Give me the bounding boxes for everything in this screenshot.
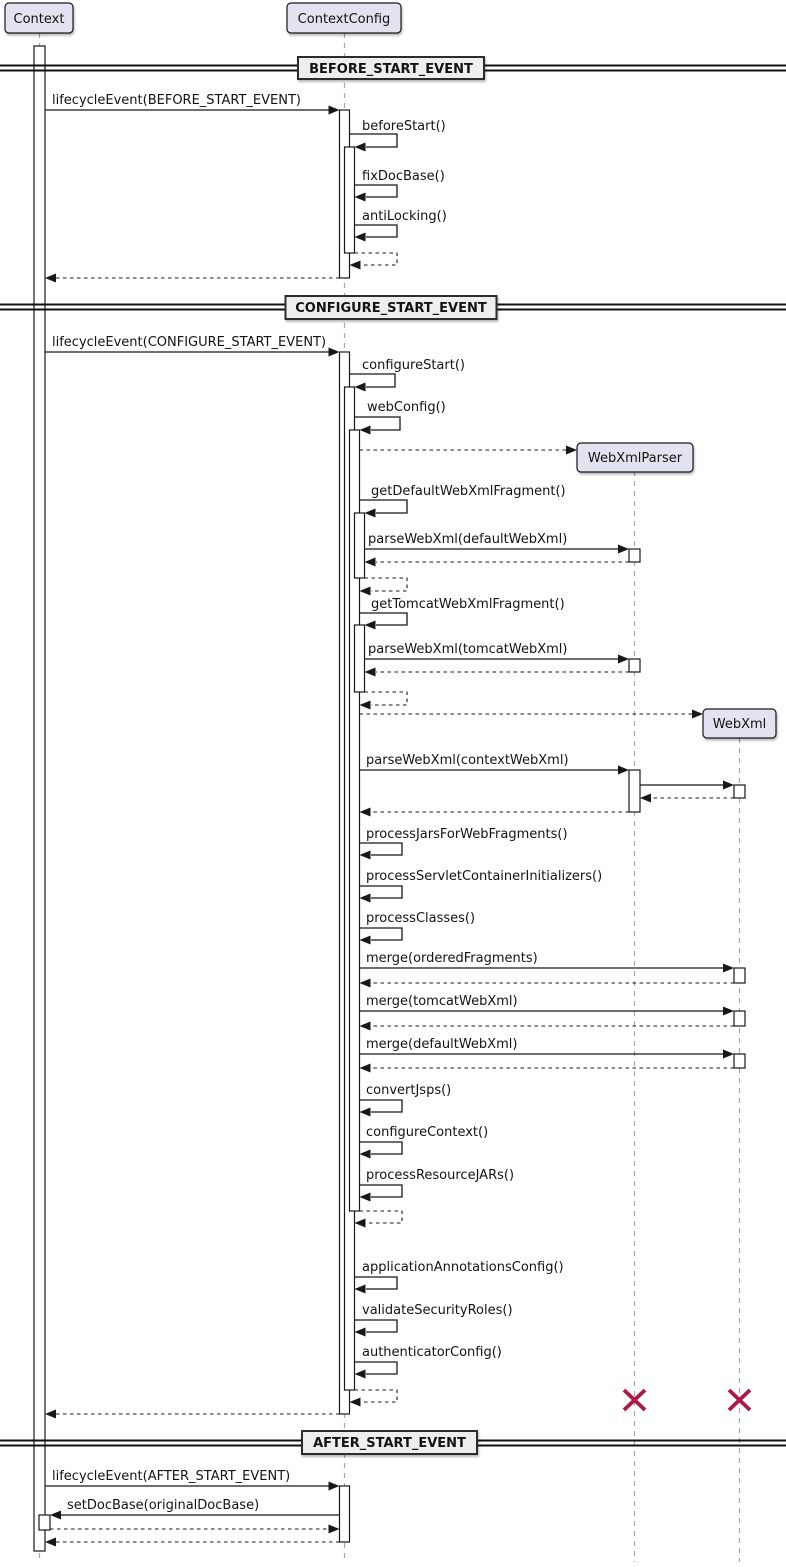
arrowhead — [360, 701, 371, 710]
divider-configure-start-event — [0, 296, 786, 319]
activation-bars — [34, 46, 745, 1551]
arrowhead — [45, 1410, 56, 1419]
return-configure — [45, 1410, 340, 1419]
arrowhead — [360, 426, 371, 435]
webxml-activation-2 — [734, 968, 745, 983]
message-getdefaultwebxmlfragment — [360, 484, 566, 518]
getdefaultfragment-activation — [355, 513, 365, 578]
arrowhead — [50, 1511, 61, 1520]
arrowhead — [355, 143, 366, 152]
arrowhead — [45, 1538, 56, 1547]
create-webxml — [360, 710, 704, 719]
arrowhead — [618, 655, 629, 664]
message-mergeorderedfragments — [360, 951, 735, 988]
message-parsedefaultwebxml — [365, 532, 630, 567]
arrowhead — [692, 710, 703, 719]
arrowhead — [355, 1219, 366, 1228]
arrowhead — [360, 1150, 371, 1159]
message-label: parseWebXml(tomcatWebXml) — [368, 642, 568, 657]
contextconfig-after-activation — [340, 1486, 350, 1542]
message-label: merge(orderedFragments) — [366, 951, 538, 966]
return-before-self — [350, 253, 398, 270]
arrowhead — [355, 383, 366, 392]
gettomcatfragment-activation — [355, 625, 365, 692]
message-parser-to-webxml — [640, 781, 734, 803]
message-label: parseWebXml(defaultWebXml) — [368, 532, 568, 547]
return-parsecontext — [360, 808, 630, 817]
beforestart-activation — [345, 147, 355, 253]
arrowhead — [360, 894, 371, 903]
arrowhead — [618, 545, 629, 554]
message-label: merge(tomcatWebXml) — [366, 994, 518, 1009]
message-label: convertJsps() — [366, 1083, 452, 1098]
return-arrowhead — [360, 1064, 371, 1073]
message-convertjsps — [360, 1083, 452, 1117]
message-lifecycle-configure — [45, 335, 340, 357]
message-processclasses — [360, 911, 476, 945]
destroy-marks — [624, 1390, 750, 1410]
message-label: lifecycleEvent(CONFIGURE_START_EVENT) — [52, 335, 327, 350]
return-gettomcat-self — [360, 692, 408, 710]
webxmlparser-activation-3 — [629, 770, 640, 812]
message-processservletcontainerinitializers — [360, 869, 603, 903]
arrowhead — [723, 781, 734, 790]
message-label: webConfig() — [367, 400, 446, 415]
message-processjarsforwebfragments — [360, 827, 568, 860]
arrowhead — [355, 1285, 366, 1294]
message-configurecontext — [360, 1125, 489, 1159]
message-antilocking — [355, 209, 447, 242]
return-line — [355, 1390, 398, 1402]
arrowhead — [355, 193, 366, 202]
message-gettomcatwebxmlfragment — [360, 597, 565, 630]
webxml-activation-4 — [734, 1054, 745, 1068]
webxml-activation-1 — [734, 785, 745, 798]
message-label: lifecycleEvent(AFTER_START_EVENT) — [52, 1469, 291, 1484]
divider-label: CONFIGURE_START_EVENT — [295, 301, 487, 316]
message-label: beforeStart() — [362, 119, 446, 134]
message-label: antiLocking() — [362, 209, 447, 224]
divider-label: BEFORE_START_EVENT — [309, 62, 473, 77]
message-fixdocbase — [355, 169, 445, 202]
message-webconfig — [355, 400, 446, 435]
message-parsetomcatwebxml — [365, 642, 630, 677]
arrow-line — [355, 417, 401, 430]
return-after — [45, 1538, 340, 1547]
divider-label: AFTER_START_EVENT — [313, 1436, 466, 1451]
return-arrowhead — [360, 1022, 371, 1031]
participant-webxml — [703, 709, 776, 738]
message-label: setDocBase(originalDocBase) — [67, 1498, 260, 1513]
message-label: getTomcatWebXmlFragment() — [371, 597, 565, 612]
arrow-line — [360, 500, 408, 513]
participant-context — [5, 3, 73, 33]
arrowhead — [723, 1050, 734, 1059]
message-label: validateSecurityRoles() — [362, 1303, 513, 1318]
arrowhead — [350, 261, 361, 270]
return-configurestart-self — [350, 1390, 398, 1407]
arrowhead — [360, 1108, 371, 1117]
arrowhead — [360, 808, 371, 817]
participant-label: ContextConfig — [297, 12, 391, 27]
arrowhead — [365, 621, 376, 630]
arrowhead — [360, 587, 371, 596]
arrowhead — [618, 766, 629, 775]
arrowhead — [355, 1328, 366, 1337]
message-label: applicationAnnotationsConfig() — [362, 1260, 564, 1275]
arrowhead — [329, 106, 340, 115]
arrow-line — [350, 134, 398, 147]
arrowhead — [365, 509, 376, 518]
message-lifecycle-after — [45, 1469, 340, 1491]
webxmlparser-activation-1 — [629, 549, 640, 562]
return-arrowhead — [365, 668, 376, 677]
message-applicationannotationsconfig — [355, 1260, 564, 1294]
divider-before-start-event — [0, 57, 786, 79]
return-line — [360, 1211, 403, 1223]
message-label: fixDocBase() — [362, 169, 445, 184]
message-label: processServletContainerInitializers() — [366, 869, 603, 884]
arrowhead — [566, 446, 577, 455]
message-label: authenticatorConfig() — [362, 1345, 502, 1360]
return-webconfig-self — [355, 1211, 403, 1228]
message-mergetomcatwebxml — [360, 994, 735, 1031]
arrowhead — [355, 233, 366, 242]
message-setdocbase — [50, 1498, 340, 1534]
participant-webxmlparser — [577, 443, 693, 472]
message-processresourcejars — [360, 1168, 515, 1202]
context-setdocbase-activation — [39, 1515, 50, 1530]
message-parsecontextwebxml — [360, 753, 630, 775]
arrowhead — [329, 348, 340, 357]
arrowhead — [360, 936, 371, 945]
message-label: merge(defaultWebXml) — [366, 1037, 518, 1052]
arrowhead — [350, 1398, 361, 1407]
arrowhead — [360, 851, 371, 860]
webxmlparser-activation-2 — [629, 659, 640, 672]
return-getdefault-self — [360, 578, 408, 596]
return-arrowhead — [360, 979, 371, 988]
message-mergedefaultwebxml — [360, 1037, 735, 1073]
message-label: processResourceJARs() — [366, 1168, 515, 1183]
message-authenticatorconfig — [355, 1345, 502, 1379]
arrowhead — [723, 1007, 734, 1016]
participant-label: WebXmlParser — [587, 451, 683, 466]
message-lifecycle-before — [45, 93, 340, 115]
return-arrowhead — [329, 1525, 340, 1534]
arrow-line — [350, 374, 396, 387]
arrowhead — [329, 1482, 340, 1491]
arrowhead — [360, 1193, 371, 1202]
message-validatesecurityroles — [355, 1303, 513, 1337]
return-arrowhead — [365, 558, 376, 567]
return-line — [365, 578, 408, 591]
message-label: configureContext() — [366, 1125, 489, 1140]
return-line — [365, 692, 408, 705]
arrow-line — [360, 613, 408, 625]
return-line — [355, 253, 398, 265]
arrowhead — [45, 274, 56, 283]
context-activation — [34, 46, 45, 1551]
participant-contextconfig — [287, 3, 401, 33]
return-arrowhead — [640, 794, 651, 803]
divider-after-start-event — [0, 1431, 786, 1454]
return-before — [45, 274, 340, 283]
message-label: lifecycleEvent(BEFORE_START_EVENT) — [52, 93, 301, 108]
message-label: getDefaultWebXmlFragment() — [371, 484, 566, 499]
arrowhead — [355, 1370, 366, 1379]
create-webxmlparser — [360, 446, 578, 455]
participant-label: Context — [13, 12, 65, 27]
arrowhead — [723, 964, 734, 973]
message-configurestart — [350, 358, 465, 392]
message-label: parseWebXml(contextWebXml) — [366, 753, 569, 768]
message-label: processJarsForWebFragments() — [366, 827, 568, 842]
webxml-activation-3 — [734, 1011, 745, 1026]
participant-label: WebXml — [712, 717, 767, 732]
message-beforestart — [350, 119, 446, 152]
message-label: configureStart() — [362, 358, 465, 373]
message-label: processClasses() — [366, 911, 476, 926]
